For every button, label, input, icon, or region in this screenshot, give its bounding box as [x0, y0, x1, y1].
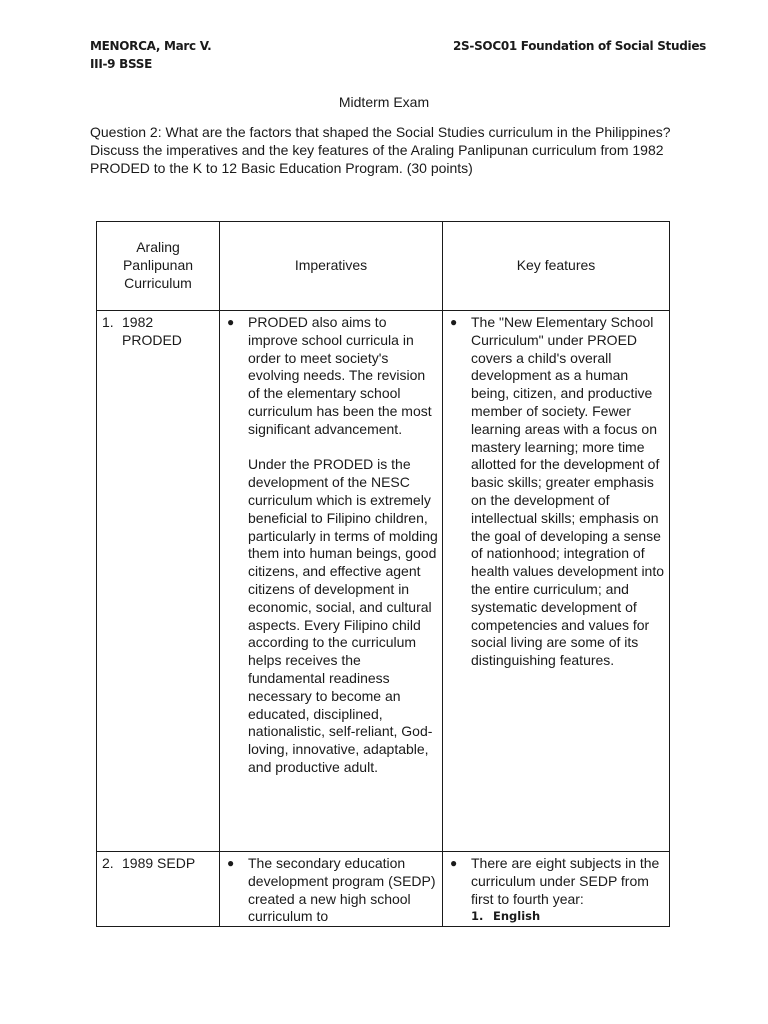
- subject-list-item: 1. English: [471, 909, 541, 924]
- curriculum-name: 1982 PRODED: [122, 314, 182, 348]
- curriculum-table: [96, 221, 670, 927]
- row-number: 1.: [102, 314, 114, 330]
- curriculum-name: 1989 SEDP: [122, 855, 196, 871]
- key-features-text: There are eight subjects in the curriculum under SEDP from first to fourth year:: [471, 855, 660, 907]
- student-section: III-9 BSSE: [90, 57, 152, 71]
- key-features-text: The "New Elementary School Curriculum" under PROED covers a child's overall development as a human being, citizen, and productive member of society. Fewer learning areas with a focus on mastery learning; more time allotted for the development of basic skills; greater emphasis on the development of intellectual skills; emphasis on the goal of developing a sense of nationhood; integration of health values development into the entire curriculum; and systematic development of competencies and values for social living are some of its distinguishing features.: [471, 314, 665, 669]
- page-title: Midterm Exam: [338, 94, 430, 110]
- key-features-cell: [443, 311, 670, 852]
- key-features-cell: [443, 852, 670, 927]
- bullet-icon: ●: [227, 315, 235, 329]
- curriculum-cell: [97, 311, 220, 852]
- table-row: [97, 852, 670, 927]
- header-curriculum: Araling Panlipunan Curriculum: [97, 222, 220, 311]
- student-name: MENORCA, Marc V.: [90, 39, 212, 53]
- imperatives-cell: [220, 311, 443, 852]
- bullet-icon: ●: [450, 315, 458, 329]
- table-header-row: [97, 222, 670, 311]
- imperative-paragraph: The secondary education development program (SEDP) created a new high school curriculum to: [248, 855, 436, 925]
- curriculum-cell: [97, 852, 220, 927]
- bullet-icon: ●: [450, 856, 458, 870]
- question-text: Question 2: What are the factors that shaped the Social Studies curriculum in the Philippines? Discuss the imperatives and the key features of the Araling Panlipunan curriculum from 1982 PRODED to the K to 12 Basic Education Program. (30 points): [90, 124, 671, 176]
- row-number: 2.: [102, 855, 114, 871]
- bullet-icon: ●: [227, 856, 235, 870]
- table-row: [97, 311, 670, 852]
- course-title: 2S-SOC01 Foundation of Social Studies: [453, 39, 706, 53]
- header-imperatives: Imperatives: [220, 222, 443, 311]
- imperatives-cell: [220, 852, 443, 927]
- imperative-paragraph: PRODED also aims to improve school curricula in order to meet society's evolving needs. The revision of the elementary school curriculum has been the most significant advancement.: [248, 314, 432, 437]
- imperative-paragraph: Under the PRODED is the development of the NESC curriculum which is extremely beneficial to Filipino children, particularly in terms of molding them into human beings, good citizens, and effective agent citizens of development in economic, social, and cultural aspects. Every Filipino child according to the curriculum helps receives the fundamental readiness necessary to become an educated, disciplined, nationalistic, self-reliant, God-loving, innovative, adaptable, and productive adult.: [248, 456, 438, 775]
- header-key-features: Key features: [443, 222, 670, 311]
